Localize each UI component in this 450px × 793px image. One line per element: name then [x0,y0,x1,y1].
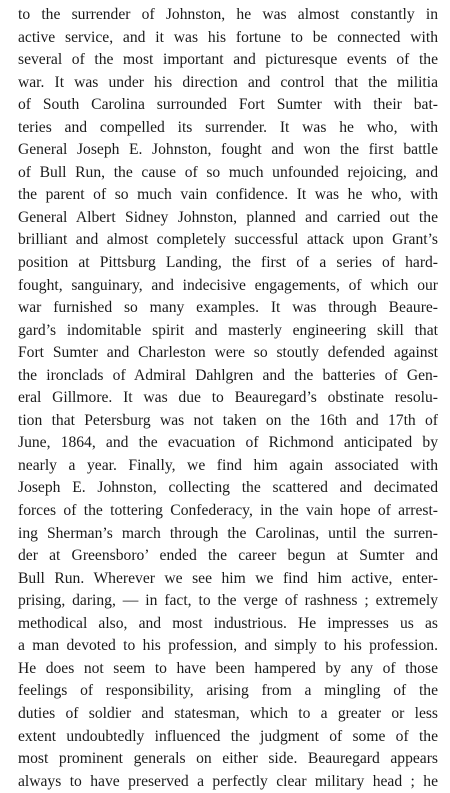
text-line: several of the most important and picturesque events of the [18,51,438,69]
text-line: brilliant and almost completely successful attack upon Grant’s [18,231,438,249]
text-line: der at Greensboro’ ended the career begun at Sumter and [18,547,438,565]
text-line: Joseph E. Johnston, collecting the scattered and decimated [18,479,438,497]
text-line: fought, sanguinary, and indecisive engagements, of which our [18,276,438,294]
text-line: position at Pittsburg Landing, the first of a series of hard- [18,254,438,272]
body-paragraph [18,4,438,793]
text-line: duties of soldier and statesman, which to a greater or less [18,704,438,722]
text-line: the ironclads of Admiral Dahlgren and the batteries of Gen- [18,366,438,384]
text-line: prising, daring, — in fact, to the verge of rashness ; extremely [18,592,438,610]
text-line: gard’s indomitable spirit and masterly engineering skill that [18,321,438,339]
text-line: feelings of responsibility, arising from a mingling of the [18,682,438,700]
text-line: General Joseph E. Johnston, fought and won the first battle [18,141,438,159]
text-line: always to have preserved a perfectly clear military head ; he [18,772,438,790]
text-line: teries and compelled its surrender. It was he who, with [18,118,438,136]
text-line: Bull Run. Wherever we see him we find him active, enter- [18,569,438,587]
text-line: Fort Sumter and Charleston were so stoutly defended against [18,344,438,362]
text-line: forces of the tottering Confederacy, in the vain hope of arrest- [18,502,438,520]
text-line: June, 1864, and the evacuation of Richmond anticipated by [18,434,438,452]
text-line: to the surrender of Johnston, he was almost constantly in [18,6,438,23]
text-line: of South Carolina surrounded Fort Sumter with their bat- [18,96,438,114]
text-line: active service, and it was his fortune to be connected with [18,28,438,46]
text-line: General Albert Sidney Johnston, planned and carried out the [18,208,438,226]
text-line: the parent of so much vain confidence. It was he who, with [18,186,438,204]
text-line: nearly a year. Finally, we find him again associated with [18,456,438,474]
text-line: extent undoubtedly influenced the judgment of some of the [18,727,438,745]
text-line: most prominent generals on either side. Beauregard appears [18,750,438,768]
text-line: a man devoted to his profession, and simply to his profession. [18,637,438,655]
text-line: war furnished so many examples. It was through Beaure- [18,299,438,317]
text-line: ing Sherman’s march through the Carolinas, until the surren- [18,524,438,542]
text-line: He does not seem to have been hampered by any of those [18,659,438,677]
text-line: war. It was under his direction and control that the militia [18,73,438,91]
text-line: tion that Petersburg was not taken on the 16th and 17th of [18,411,438,429]
text-line: eral Gillmore. It was due to Beauregard’s obstinate resolu- [18,389,438,407]
text-line: of Bull Run, the cause of so much unfounded rejoicing, and [18,163,438,181]
text-line: methodical also, and most industrious. He impresses us as [18,614,438,632]
